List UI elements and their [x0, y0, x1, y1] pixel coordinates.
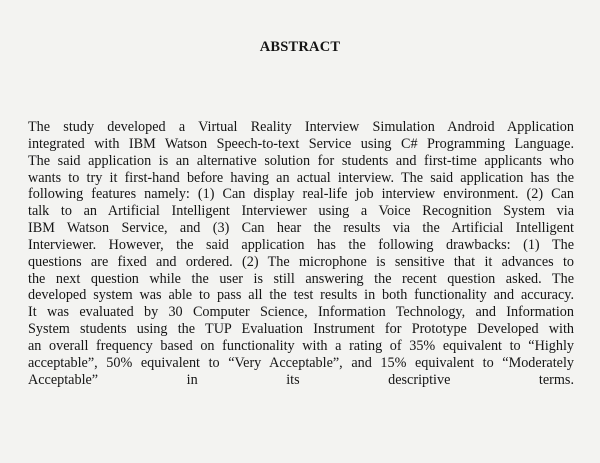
- abstract-line: following features namely: (1) Can display real-life job interview environment. (2) Can: [28, 186, 574, 203]
- abstract-body: [28, 119, 574, 389]
- abstract-line: talk to an Artificial Intelligent Interviewer using a Voice Recognition System via: [28, 203, 574, 220]
- abstract-line: an overall frequency based on functionality with a rating of 35% equivalent to “Highly: [28, 337, 574, 354]
- abstract-line: The study developed a Virtual Reality Interview Simulation Android Application: [28, 119, 574, 135]
- abstract-line: the next question while the user is still answering the recent question asked. The: [28, 270, 574, 287]
- abstract-line: System students using the TUP Evaluation Instrument for Prototype Developed with: [28, 321, 574, 338]
- abstract-line: The said application is an alternative solution for students and first-time applicants who: [28, 152, 574, 169]
- abstract-line: developed system was able to pass all the test results in both functionality and accuracy.: [28, 287, 574, 304]
- abstract-line: questions are fixed and ordered. (2) The microphone is sensitive that it advances to: [28, 253, 574, 270]
- abstract-line: Acceptable” in its descriptive terms.: [28, 371, 574, 388]
- abstract-line: integrated with IBM Watson Speech-to-text Service using C# Programming Language.: [28, 135, 574, 152]
- abstract-line: wants to try it first-hand before having an actual interview. The said application has the: [28, 169, 574, 186]
- abstract-line: It was evaluated by 30 Computer Science, Information Technology, and Information: [28, 304, 574, 321]
- abstract-heading: ABSTRACT: [259, 39, 341, 55]
- abstract-line: Interviewer. However, the said application has the following drawbacks: (1) The: [28, 236, 574, 253]
- abstract-line: IBM Watson Service, and (3) Can hear the results via the Artificial Intelligent: [28, 220, 574, 237]
- abstract-line: acceptable”, 50% equivalent to “Very Acceptable”, and 15% equivalent to “Moderately: [28, 354, 574, 371]
